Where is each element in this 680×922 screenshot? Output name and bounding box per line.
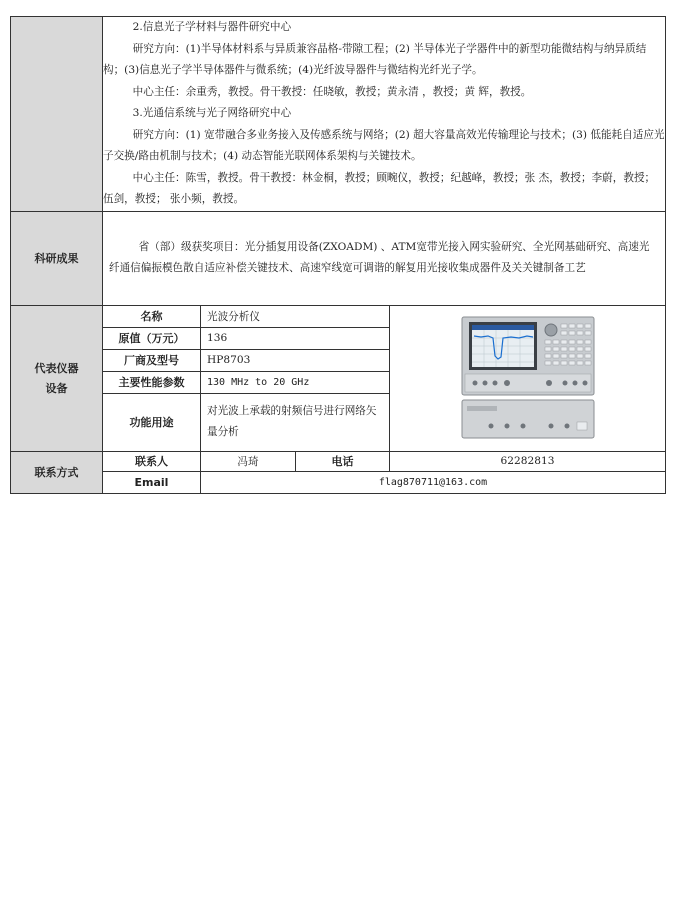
achievements-cell [103,211,666,305]
research-label-cell [11,17,103,212]
contact-row-email [11,471,666,493]
achievements-text: 省（部）级获奖项目：光分插复用设备(ZXOADM) 、ATM宽带光接入网实验研究、全光网基础研究、高速光纤通信偏振模色散自适应补偿关键技术、高速窄线宽可调谐的解复用光接收集成器件及关关键制备工艺 [109,240,650,274]
contact-phone-label: 电话 [296,451,390,471]
instrument-usage-value: 对光波上承载的射频信号进行网络矢量分析 [201,393,390,451]
research-content [103,17,666,212]
research-center-3-directions: 研究方向：(1) 宽带融合多业务接入及传感系统与网络；(2) 超大容量高效光传输理论与技术；(3) 低能耗自适应光子交换/路由机制与技术；(4) 动态智能光联网体系架构与关键技术。 [103,128,665,162]
instrument-label-line1: 代表仪器 [34,362,79,375]
instrument-price-label: 原值（万元） [103,327,201,349]
info-table [10,16,666,494]
contact-label: 联系方式 [11,451,103,493]
network-analyzer-image [461,316,595,440]
contact-person-label: 联系人 [103,451,201,471]
instrument-usage-label: 功能用途 [103,393,201,451]
achievements-label: 科研成果 [11,211,103,305]
instrument-model-value: HP8703 [201,349,390,371]
research-center-3-staff: 中心主任：陈雪，教授。骨干教授：林金桐，教授；顾畹仪，教授；纪越峰，教授；张 杰，教授；李蔚，教授；伍剑，教授； 张小频，教授。 [103,171,656,205]
instrument-params-value: 130 MHz to 20 GHz [201,371,390,393]
contact-phone-value: 62282813 [390,451,666,471]
research-center-2-directions: 研究方向：(1)半导体材料系与异质兼容晶格-带隙工程；(2) 半导体光子学器件中的新型功能微结构与纳异质结构；(3)信息光子学半导体器件与微系统；(4)光纤波导器件与微结构光纤光子学。 [103,42,647,76]
instrument-name-label: 名称 [103,305,201,327]
contact-email-value: flag870711@163.com [201,471,666,493]
instrument-name-value: 光波分析仪 [201,305,390,327]
instrument-row-name [11,305,666,327]
instrument-params-label: 主要性能参数 [103,371,201,393]
achievements-row [11,211,666,305]
instrument-photo-cell [390,305,666,451]
instrument-label [11,305,103,451]
contact-person-value: 冯琦 [201,451,296,471]
research-center-2-title: 2.信息光子学材料与器件研究中心 [132,21,292,33]
research-center-3-title: 3.光通信系统与光子网络研究中心 [132,107,292,119]
instrument-price-value: 136 [201,327,390,349]
research-center-2-staff: 中心主任：余重秀，教授。骨干教授：任晓敏，教授；黄永清 ，教授；黄 辉，教授。 [132,85,532,98]
contact-email-label: Email [103,471,201,493]
instrument-model-label: 厂商及型号 [103,349,201,371]
instrument-label-line2: 设备 [45,382,68,395]
contact-row-person [11,451,666,471]
research-row [11,17,666,212]
